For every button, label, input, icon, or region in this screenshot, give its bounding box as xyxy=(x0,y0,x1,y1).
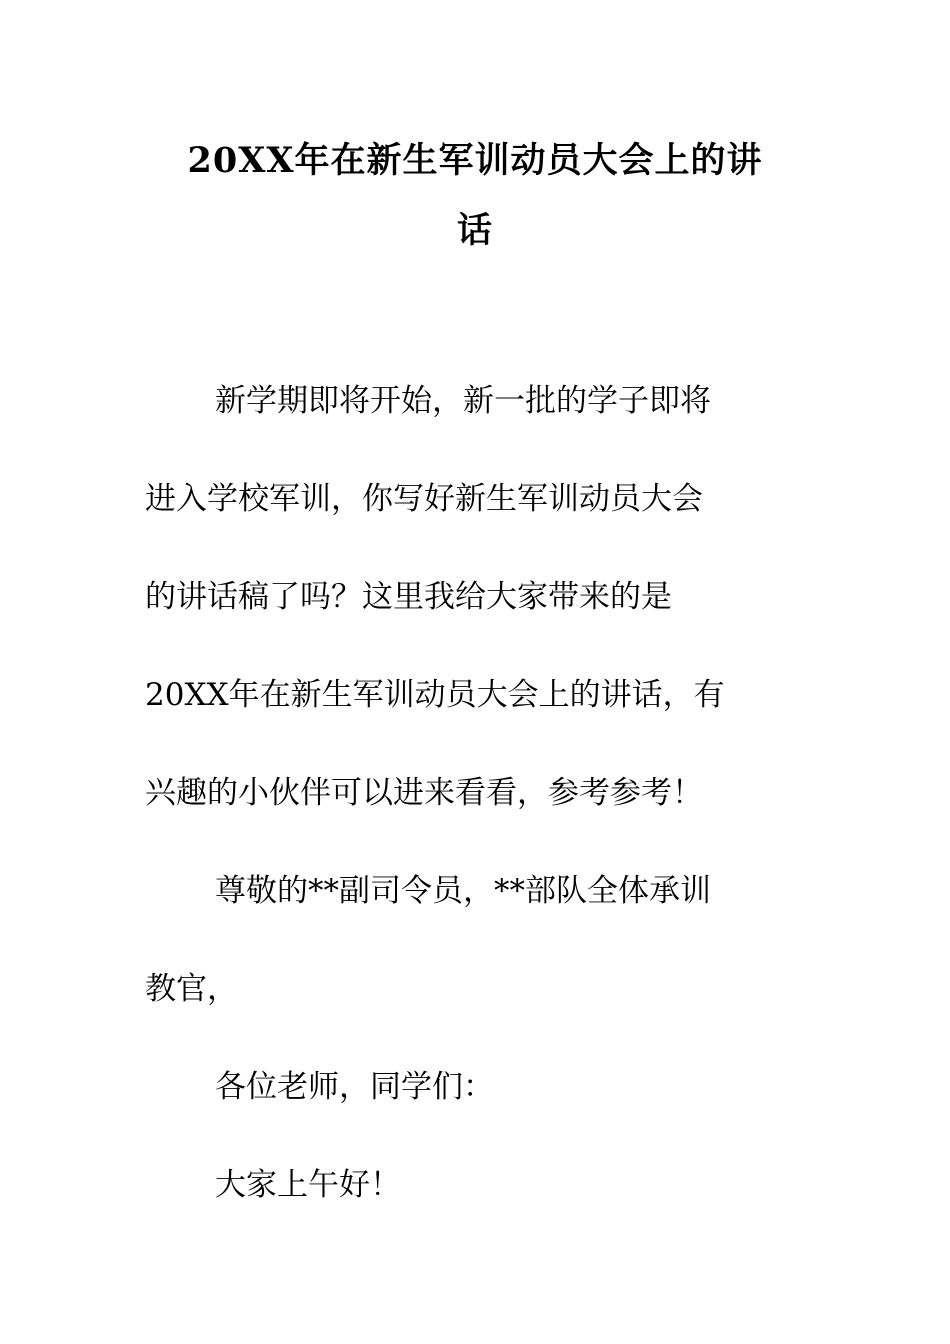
opening-paragraph xyxy=(145,1136,795,1234)
paragraph-line: 大家上午好！ xyxy=(215,1167,401,1203)
intro-paragraph xyxy=(145,352,795,842)
paragraph-line: 尊敬的**副司令员，**部队全体承训 xyxy=(215,873,711,909)
title-line: 20XX年在新生军训动员大会上的讲 xyxy=(187,140,763,181)
paragraph-line: 新学期即将开始，新一批的学子即将 xyxy=(215,383,711,419)
paragraph-line: 教官， xyxy=(145,971,238,1007)
paragraph-line: 进入学校军训，你写好新生军训动员大会 xyxy=(145,481,703,517)
greeting-paragraph xyxy=(145,1038,795,1136)
salutation-paragraph xyxy=(145,842,795,1038)
paragraph-line: 兴趣的小伙伴可以进来看看，参考参考！ xyxy=(145,775,703,811)
paragraph-line: 的讲话稿了吗？这里我给大家带来的是 xyxy=(145,579,672,615)
title-line: 话 xyxy=(456,210,493,251)
paragraph-line: 20XX年在新生军训动员大会上的讲话，有 xyxy=(145,677,725,713)
paragraph-line: 各位老师，同学们： xyxy=(215,1069,494,1105)
document-title xyxy=(145,126,805,266)
